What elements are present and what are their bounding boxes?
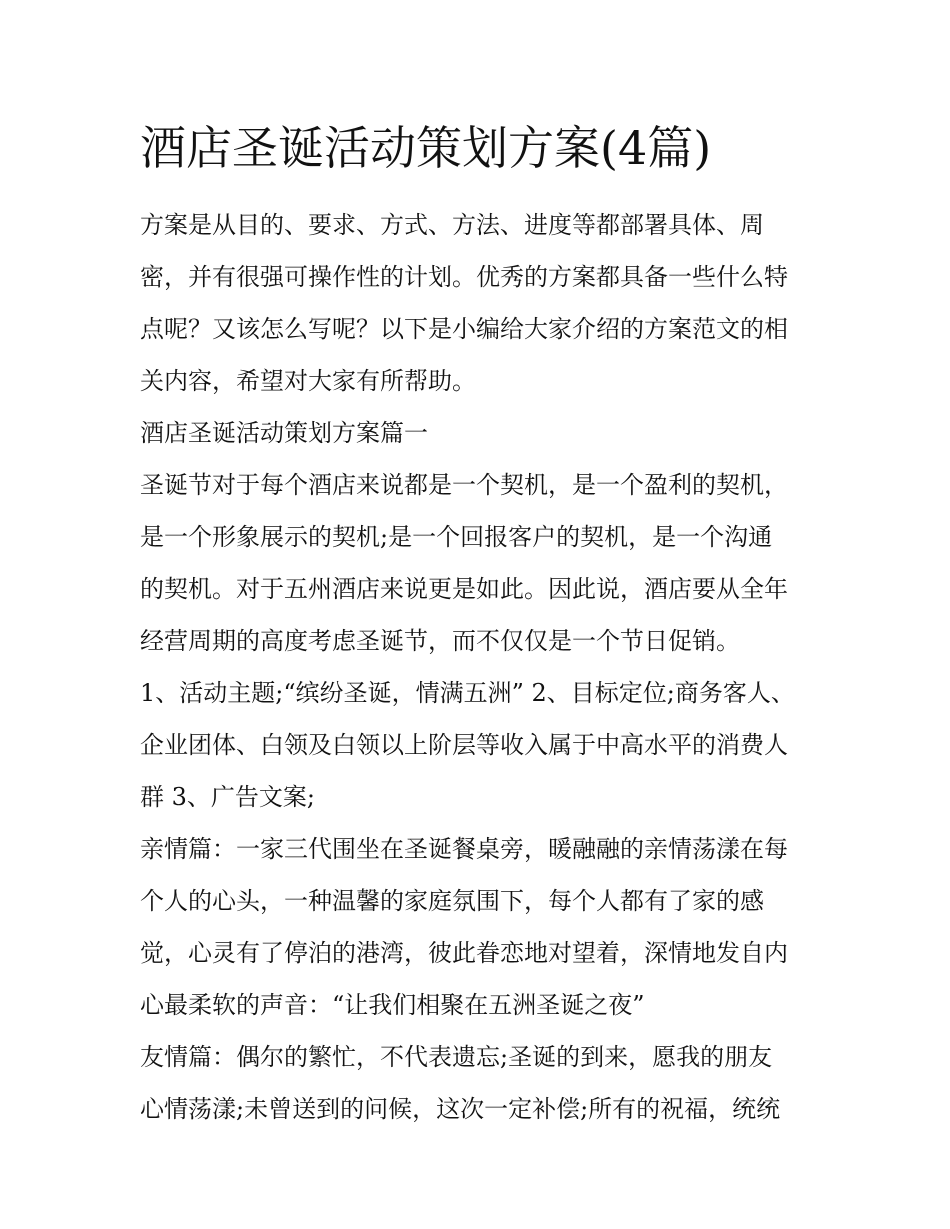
section-heading: 酒店圣诞活动策划方案篇一 [140, 419, 428, 447]
paragraph-line-2: 密，并有很强可操作性的计划。优秀的方案都具备一些什么特 [140, 263, 788, 291]
document-body [140, 199, 820, 1135]
paragraph-line-12: 群 3、广告文案; [140, 783, 315, 811]
paragraph-line-1: 方案是从目的、要求、方式、方法、进度等都部署具体、周 [140, 211, 764, 239]
paragraph-line-16: 心最柔软的声音：“让我们相聚在五洲圣诞之夜” [140, 991, 645, 1019]
paragraph-line-17: 友情篇：偶尔的繁忙，不代表遗忘;圣诞的到来，愿我的朋友 [140, 1043, 773, 1071]
paragraph-line-3: 点呢？又该怎么写呢？以下是小编给大家介绍的方案范文的相 [140, 315, 788, 343]
paragraph-line-18: 心情荡漾;未曾送到的问候，这次一定补偿;所有的祝福，统统 [140, 1095, 781, 1123]
document-title: 酒店圣诞活动策划方案(4篇) [140, 121, 712, 175]
paragraph-line-15: 觉，心灵有了停泊的港湾，彼此眷恋地对望着，深情地发自内 [140, 939, 788, 967]
paragraph-line-10: 1、活动主题;“缤纷圣诞，情满五洲” 2、目标定位;商务客人、 [140, 679, 795, 707]
paragraph-line-14: 个人的心头，一种温馨的家庭氛围下，每个人都有了家的感 [140, 887, 764, 915]
paragraph-line-8: 的契机。对于五州酒店来说更是如此。因此说，酒店要从全年 [140, 575, 788, 603]
paragraph-line-4: 关内容，希望对大家有所帮助。 [140, 367, 476, 395]
paragraph-line-6: 圣诞节对于每个酒店来说都是一个契机，是一个盈利的契机， [140, 471, 788, 499]
paragraph-line-11: 企业团体、白领及白领以上阶层等收入属于中高水平的消费人 [140, 731, 788, 759]
paragraph-line-7: 是一个形象展示的契机;是一个回报客户的契机，是一个沟通 [140, 523, 773, 551]
paragraph-line-9: 经营周期的高度考虑圣诞节，而不仅仅是一个节日促销。 [140, 627, 740, 655]
paragraph-line-13: 亲情篇：一家三代围坐在圣诞餐桌旁，暖融融的亲情荡漾在每 [140, 835, 788, 863]
